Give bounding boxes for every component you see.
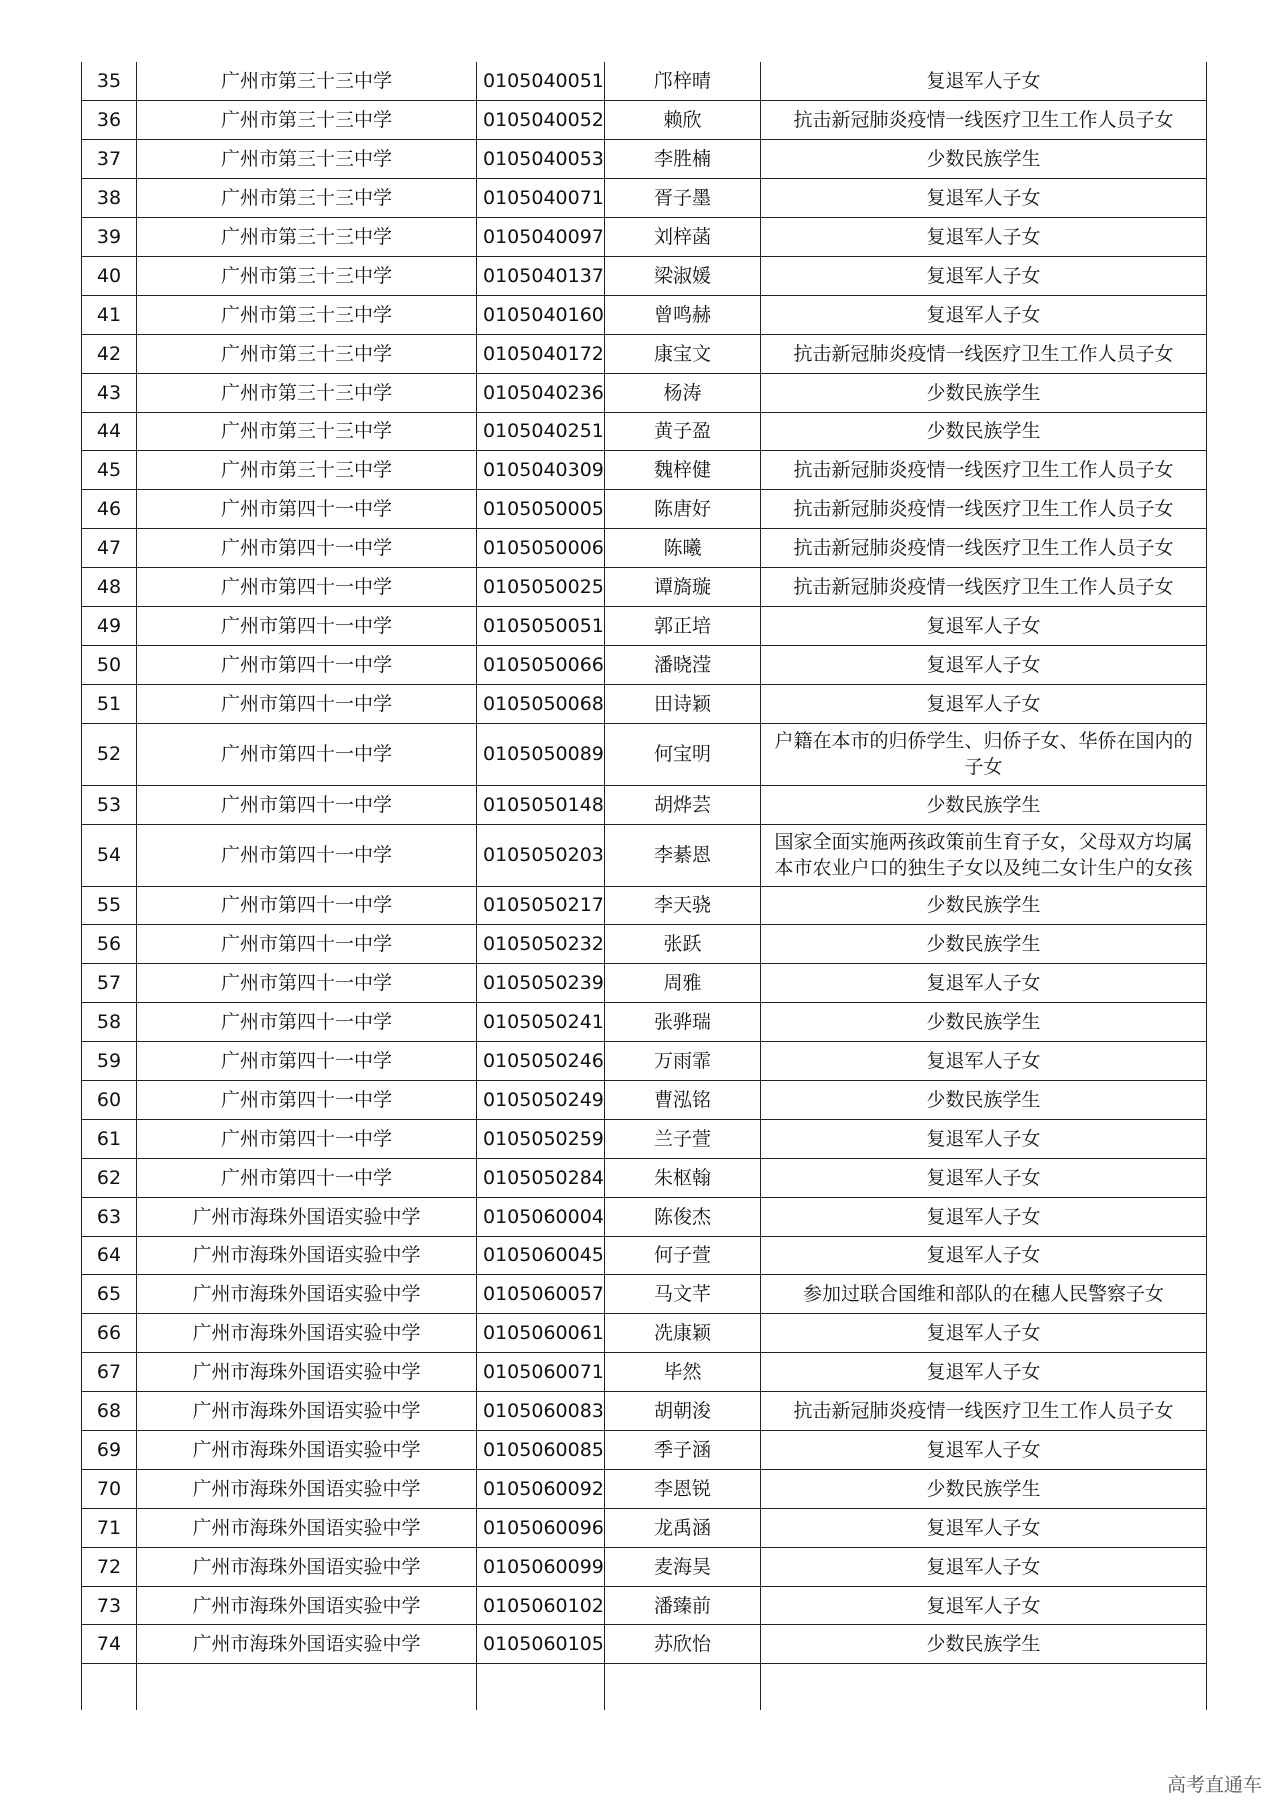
table-row: [82, 334, 1207, 373]
row-number-cell: 69: [82, 1431, 137, 1470]
school-name-cell: 广州市第四十一中学: [137, 1080, 477, 1119]
student-name-cell: 李綦恩: [605, 824, 761, 886]
student-name-cell: 何宝明: [605, 723, 761, 785]
row-number-cell: 41: [82, 295, 137, 334]
student-name-cell: 毕然: [605, 1353, 761, 1392]
category-cell: 抗击新冠肺炎疫情一线医疗卫生工作人员子女: [761, 451, 1207, 490]
row-number-cell: 47: [82, 529, 137, 568]
school-name-cell: 广州市第四十一中学: [137, 606, 477, 645]
school-name-cell: 广州市第四十一中学: [137, 1158, 477, 1197]
row-number-cell: 55: [82, 886, 137, 925]
empty-cell: [477, 1664, 605, 1710]
student-name-cell: 季子涵: [605, 1431, 761, 1470]
category-cell: 复退军人子女: [761, 1236, 1207, 1275]
student-name-cell: 兰子萱: [605, 1119, 761, 1158]
student-name-cell: 黄子盈: [605, 412, 761, 451]
table-row: [82, 684, 1207, 723]
table-row: [82, 1080, 1207, 1119]
school-name-cell: 广州市第四十一中学: [137, 1042, 477, 1081]
row-number-cell: 67: [82, 1353, 137, 1392]
student-id-cell: 0105040172: [477, 334, 605, 373]
table-body: [82, 62, 1207, 1710]
student-name-cell: 朱枢翰: [605, 1158, 761, 1197]
row-number-cell: 46: [82, 490, 137, 529]
row-number-cell: 53: [82, 785, 137, 824]
row-number-cell: 70: [82, 1469, 137, 1508]
student-id-cell: 0105060061: [477, 1314, 605, 1353]
student-name-cell: 田诗颖: [605, 684, 761, 723]
student-name-cell: 何子萱: [605, 1236, 761, 1275]
table-row: [82, 568, 1207, 607]
student-name-cell: 郭正培: [605, 606, 761, 645]
school-name-cell: 广州市第三十三中学: [137, 101, 477, 140]
school-name-cell: 广州市海珠外国语实验中学: [137, 1197, 477, 1236]
category-cell: 复退军人子女: [761, 684, 1207, 723]
student-id-cell: 0105050246: [477, 1042, 605, 1081]
school-name-cell: 广州市第四十一中学: [137, 684, 477, 723]
category-cell: 抗击新冠肺炎疫情一线医疗卫生工作人员子女: [761, 1392, 1207, 1431]
category-cell: 复退军人子女: [761, 218, 1207, 257]
school-name-cell: 广州市第四十一中学: [137, 964, 477, 1003]
row-number-cell: 66: [82, 1314, 137, 1353]
table-row: [82, 1314, 1207, 1353]
school-name-cell: 广州市第三十三中学: [137, 334, 477, 373]
table-row: [82, 1197, 1207, 1236]
student-name-cell: 马文芊: [605, 1275, 761, 1314]
row-number-cell: 51: [82, 684, 137, 723]
student-id-cell: 0105050232: [477, 925, 605, 964]
school-name-cell: 广州市第四十一中学: [137, 723, 477, 785]
table-row: [82, 140, 1207, 179]
category-cell: 复退军人子女: [761, 295, 1207, 334]
category-cell: 少数民族学生: [761, 140, 1207, 179]
school-name-cell: 广州市第三十三中学: [137, 179, 477, 218]
school-name-cell: 广州市海珠外国语实验中学: [137, 1508, 477, 1547]
category-cell: 复退军人子女: [761, 1119, 1207, 1158]
empty-table-row: [82, 1664, 1207, 1710]
table-row: [82, 62, 1207, 101]
table-row: [82, 1003, 1207, 1042]
student-name-cell: 梁淑媛: [605, 256, 761, 295]
student-id-cell: 0105060083: [477, 1392, 605, 1431]
student-name-cell: 刘梓菡: [605, 218, 761, 257]
student-id-cell: 0105040236: [477, 373, 605, 412]
student-id-cell: 0105060045: [477, 1236, 605, 1275]
school-name-cell: 广州市海珠外国语实验中学: [137, 1236, 477, 1275]
row-number-cell: 45: [82, 451, 137, 490]
category-cell: 复退军人子女: [761, 606, 1207, 645]
school-name-cell: 广州市第三十三中学: [137, 373, 477, 412]
category-cell: 抗击新冠肺炎疫情一线医疗卫生工作人员子女: [761, 101, 1207, 140]
school-name-cell: 广州市海珠外国语实验中学: [137, 1314, 477, 1353]
school-name-cell: 广州市第四十一中学: [137, 824, 477, 886]
category-cell: 少数民族学生: [761, 1469, 1207, 1508]
student-name-cell: 陈曦: [605, 529, 761, 568]
table-row: [82, 886, 1207, 925]
student-id-cell: 0105050025: [477, 568, 605, 607]
row-number-cell: 56: [82, 925, 137, 964]
school-name-cell: 广州市第四十一中学: [137, 645, 477, 684]
table-row: [82, 1547, 1207, 1586]
category-cell: 复退军人子女: [761, 1314, 1207, 1353]
student-id-cell: 0105060099: [477, 1547, 605, 1586]
table-row: [82, 606, 1207, 645]
school-name-cell: 广州市海珠外国语实验中学: [137, 1586, 477, 1625]
student-name-cell: 赖欣: [605, 101, 761, 140]
student-id-cell: 0105050089: [477, 723, 605, 785]
school-name-cell: 广州市第四十一中学: [137, 490, 477, 529]
row-number-cell: 37: [82, 140, 137, 179]
student-name-cell: 苏欣怡: [605, 1625, 761, 1664]
school-name-cell: 广州市第三十三中学: [137, 256, 477, 295]
student-name-cell: 杨涛: [605, 373, 761, 412]
row-number-cell: 44: [82, 412, 137, 451]
table-row: [82, 964, 1207, 1003]
table-row: [82, 373, 1207, 412]
row-number-cell: 74: [82, 1625, 137, 1664]
row-number-cell: 35: [82, 62, 137, 101]
category-cell: 复退军人子女: [761, 1547, 1207, 1586]
student-id-cell: 0105060105: [477, 1625, 605, 1664]
category-cell: 少数民族学生: [761, 1080, 1207, 1119]
row-number-cell: 36: [82, 101, 137, 140]
category-cell: 复退军人子女: [761, 1508, 1207, 1547]
row-number-cell: 61: [82, 1119, 137, 1158]
row-number-cell: 63: [82, 1197, 137, 1236]
category-cell: 复退军人子女: [761, 179, 1207, 218]
table-row: [82, 1392, 1207, 1431]
student-id-cell: 0105050284: [477, 1158, 605, 1197]
category-cell: 少数民族学生: [761, 412, 1207, 451]
row-number-cell: 73: [82, 1586, 137, 1625]
student-name-cell: 胡烨芸: [605, 785, 761, 824]
row-number-cell: 59: [82, 1042, 137, 1081]
student-id-cell: 0105050148: [477, 785, 605, 824]
school-name-cell: 广州市海珠外国语实验中学: [137, 1469, 477, 1508]
row-number-cell: 57: [82, 964, 137, 1003]
student-id-cell: 0105060057: [477, 1275, 605, 1314]
row-number-cell: 50: [82, 645, 137, 684]
student-name-cell: 胡朝浚: [605, 1392, 761, 1431]
student-name-cell: 李天骁: [605, 886, 761, 925]
row-number-cell: 52: [82, 723, 137, 785]
school-name-cell: 广州市第三十三中学: [137, 295, 477, 334]
category-cell: 复退军人子女: [761, 964, 1207, 1003]
school-name-cell: 广州市海珠外国语实验中学: [137, 1392, 477, 1431]
row-number-cell: 71: [82, 1508, 137, 1547]
table-row: [82, 412, 1207, 451]
student-name-cell: 潘晓滢: [605, 645, 761, 684]
school-name-cell: 广州市第四十一中学: [137, 529, 477, 568]
school-name-cell: 广州市第三十三中学: [137, 451, 477, 490]
table-row: [82, 1353, 1207, 1392]
table-row: [82, 1275, 1207, 1314]
school-name-cell: 广州市第三十三中学: [137, 412, 477, 451]
student-name-cell: 陈唐好: [605, 490, 761, 529]
student-name-cell: 胥子墨: [605, 179, 761, 218]
student-id-cell: 0105060096: [477, 1508, 605, 1547]
table-row: [82, 218, 1207, 257]
school-name-cell: 广州市海珠外国语实验中学: [137, 1275, 477, 1314]
table-row: [82, 824, 1207, 886]
student-name-cell: 谭旖璇: [605, 568, 761, 607]
table-row: [82, 490, 1207, 529]
student-name-cell: 李胜楠: [605, 140, 761, 179]
student-id-cell: 0105050051: [477, 606, 605, 645]
student-id-cell: 0105050006: [477, 529, 605, 568]
table-row: [82, 785, 1207, 824]
table-row: [82, 1431, 1207, 1470]
school-name-cell: 广州市第四十一中学: [137, 785, 477, 824]
table-row: [82, 723, 1207, 785]
student-id-cell: 0105050068: [477, 684, 605, 723]
student-name-cell: 潘臻前: [605, 1586, 761, 1625]
student-id-cell: 0105060092: [477, 1469, 605, 1508]
category-cell: 少数民族学生: [761, 925, 1207, 964]
school-name-cell: 广州市第四十一中学: [137, 925, 477, 964]
student-name-cell: 冼康颖: [605, 1314, 761, 1353]
admission-list-table: [81, 62, 1207, 1710]
table-row: [82, 1508, 1207, 1547]
table-row: [82, 1236, 1207, 1275]
student-name-cell: 麦海昊: [605, 1547, 761, 1586]
category-cell: 复退军人子女: [761, 1431, 1207, 1470]
school-name-cell: 广州市第四十一中学: [137, 1003, 477, 1042]
table-row: [82, 451, 1207, 490]
student-id-cell: 0105050066: [477, 645, 605, 684]
category-cell: 复退军人子女: [761, 1158, 1207, 1197]
student-name-cell: 李恩锐: [605, 1469, 761, 1508]
school-name-cell: 广州市第三十三中学: [137, 62, 477, 101]
table-row: [82, 1158, 1207, 1197]
student-name-cell: 周雅: [605, 964, 761, 1003]
school-name-cell: 广州市海珠外国语实验中学: [137, 1431, 477, 1470]
row-number-cell: 39: [82, 218, 137, 257]
row-number-cell: 43: [82, 373, 137, 412]
category-cell: 抗击新冠肺炎疫情一线医疗卫生工作人员子女: [761, 334, 1207, 373]
student-name-cell: 曾鸣赫: [605, 295, 761, 334]
student-id-cell: 0105040309: [477, 451, 605, 490]
table-row: [82, 179, 1207, 218]
row-number-cell: 64: [82, 1236, 137, 1275]
row-number-cell: 65: [82, 1275, 137, 1314]
school-name-cell: 广州市海珠外国语实验中学: [137, 1353, 477, 1392]
student-name-cell: 曹泓铭: [605, 1080, 761, 1119]
school-name-cell: 广州市第四十一中学: [137, 886, 477, 925]
school-name-cell: 广州市第四十一中学: [137, 568, 477, 607]
student-id-cell: 0105060085: [477, 1431, 605, 1470]
student-id-cell: 0105050259: [477, 1119, 605, 1158]
student-name-cell: 陈俊杰: [605, 1197, 761, 1236]
admission-list-table-wrapper: [81, 62, 1206, 1710]
row-number-cell: 58: [82, 1003, 137, 1042]
category-cell: 户籍在本市的归侨学生、归侨子女、华侨在国内的子女: [761, 723, 1207, 785]
category-cell: 复退军人子女: [761, 1197, 1207, 1236]
table-row: [82, 529, 1207, 568]
student-name-cell: 魏梓健: [605, 451, 761, 490]
category-cell: 复退军人子女: [761, 62, 1207, 101]
category-cell: 复退军人子女: [761, 256, 1207, 295]
student-name-cell: 张骅瑞: [605, 1003, 761, 1042]
student-id-cell: 0105040137: [477, 256, 605, 295]
student-id-cell: 0105050203: [477, 824, 605, 886]
empty-cell: [761, 1664, 1207, 1710]
student-id-cell: 0105040097: [477, 218, 605, 257]
student-name-cell: 龙禹涵: [605, 1508, 761, 1547]
student-id-cell: 0105040071: [477, 179, 605, 218]
row-number-cell: 42: [82, 334, 137, 373]
row-number-cell: 68: [82, 1392, 137, 1431]
row-number-cell: 72: [82, 1547, 137, 1586]
table-row: [82, 1042, 1207, 1081]
category-cell: 国家全面实施两孩政策前生育子女，父母双方均属本市农业户口的独生子女以及纯二女计生户的女孩: [761, 824, 1207, 886]
category-cell: 复退军人子女: [761, 1586, 1207, 1625]
student-name-cell: 康宝文: [605, 334, 761, 373]
table-row: [82, 101, 1207, 140]
category-cell: 抗击新冠肺炎疫情一线医疗卫生工作人员子女: [761, 568, 1207, 607]
table-row: [82, 925, 1207, 964]
table-row: [82, 1586, 1207, 1625]
category-cell: 少数民族学生: [761, 1003, 1207, 1042]
student-id-cell: 0105050241: [477, 1003, 605, 1042]
student-id-cell: 0105050249: [477, 1080, 605, 1119]
student-id-cell: 0105040052: [477, 101, 605, 140]
school-name-cell: 广州市海珠外国语实验中学: [137, 1547, 477, 1586]
student-id-cell: 0105040160: [477, 295, 605, 334]
table-row: [82, 1469, 1207, 1508]
student-name-cell: 邝梓晴: [605, 62, 761, 101]
category-cell: 复退军人子女: [761, 1353, 1207, 1392]
student-id-cell: 0105060102: [477, 1586, 605, 1625]
empty-cell: [137, 1664, 477, 1710]
table-row: [82, 645, 1207, 684]
student-id-cell: 0105040251: [477, 412, 605, 451]
category-cell: 少数民族学生: [761, 1625, 1207, 1664]
table-row: [82, 295, 1207, 334]
student-id-cell: 0105040051: [477, 62, 605, 101]
row-number-cell: 38: [82, 179, 137, 218]
category-cell: 少数民族学生: [761, 886, 1207, 925]
row-number-cell: 60: [82, 1080, 137, 1119]
table-row: [82, 1119, 1207, 1158]
school-name-cell: 广州市第三十三中学: [137, 140, 477, 179]
school-name-cell: 广州市第四十一中学: [137, 1119, 477, 1158]
category-cell: 参加过联合国维和部队的在穗人民警察子女: [761, 1275, 1207, 1314]
row-number-cell: 49: [82, 606, 137, 645]
student-id-cell: 0105050239: [477, 964, 605, 1003]
school-name-cell: 广州市海珠外国语实验中学: [137, 1625, 477, 1664]
category-cell: 少数民族学生: [761, 785, 1207, 824]
table-row: [82, 1625, 1207, 1664]
category-cell: 少数民族学生: [761, 373, 1207, 412]
category-cell: 抗击新冠肺炎疫情一线医疗卫生工作人员子女: [761, 529, 1207, 568]
category-cell: 抗击新冠肺炎疫情一线医疗卫生工作人员子女: [761, 490, 1207, 529]
row-number-cell: 48: [82, 568, 137, 607]
category-cell: 复退军人子女: [761, 1042, 1207, 1081]
student-name-cell: 张跃: [605, 925, 761, 964]
student-name-cell: 万雨霏: [605, 1042, 761, 1081]
table-row: [82, 256, 1207, 295]
watermark-text: 高考直通车: [1166, 1774, 1262, 1796]
row-number-cell: 40: [82, 256, 137, 295]
empty-cell: [82, 1664, 137, 1710]
empty-cell: [605, 1664, 761, 1710]
student-id-cell: 0105060071: [477, 1353, 605, 1392]
student-id-cell: 0105050217: [477, 886, 605, 925]
school-name-cell: 广州市第三十三中学: [137, 218, 477, 257]
row-number-cell: 62: [82, 1158, 137, 1197]
student-id-cell: 0105040053: [477, 140, 605, 179]
row-number-cell: 54: [82, 824, 137, 886]
student-id-cell: 0105050005: [477, 490, 605, 529]
category-cell: 复退军人子女: [761, 645, 1207, 684]
student-id-cell: 0105060004: [477, 1197, 605, 1236]
